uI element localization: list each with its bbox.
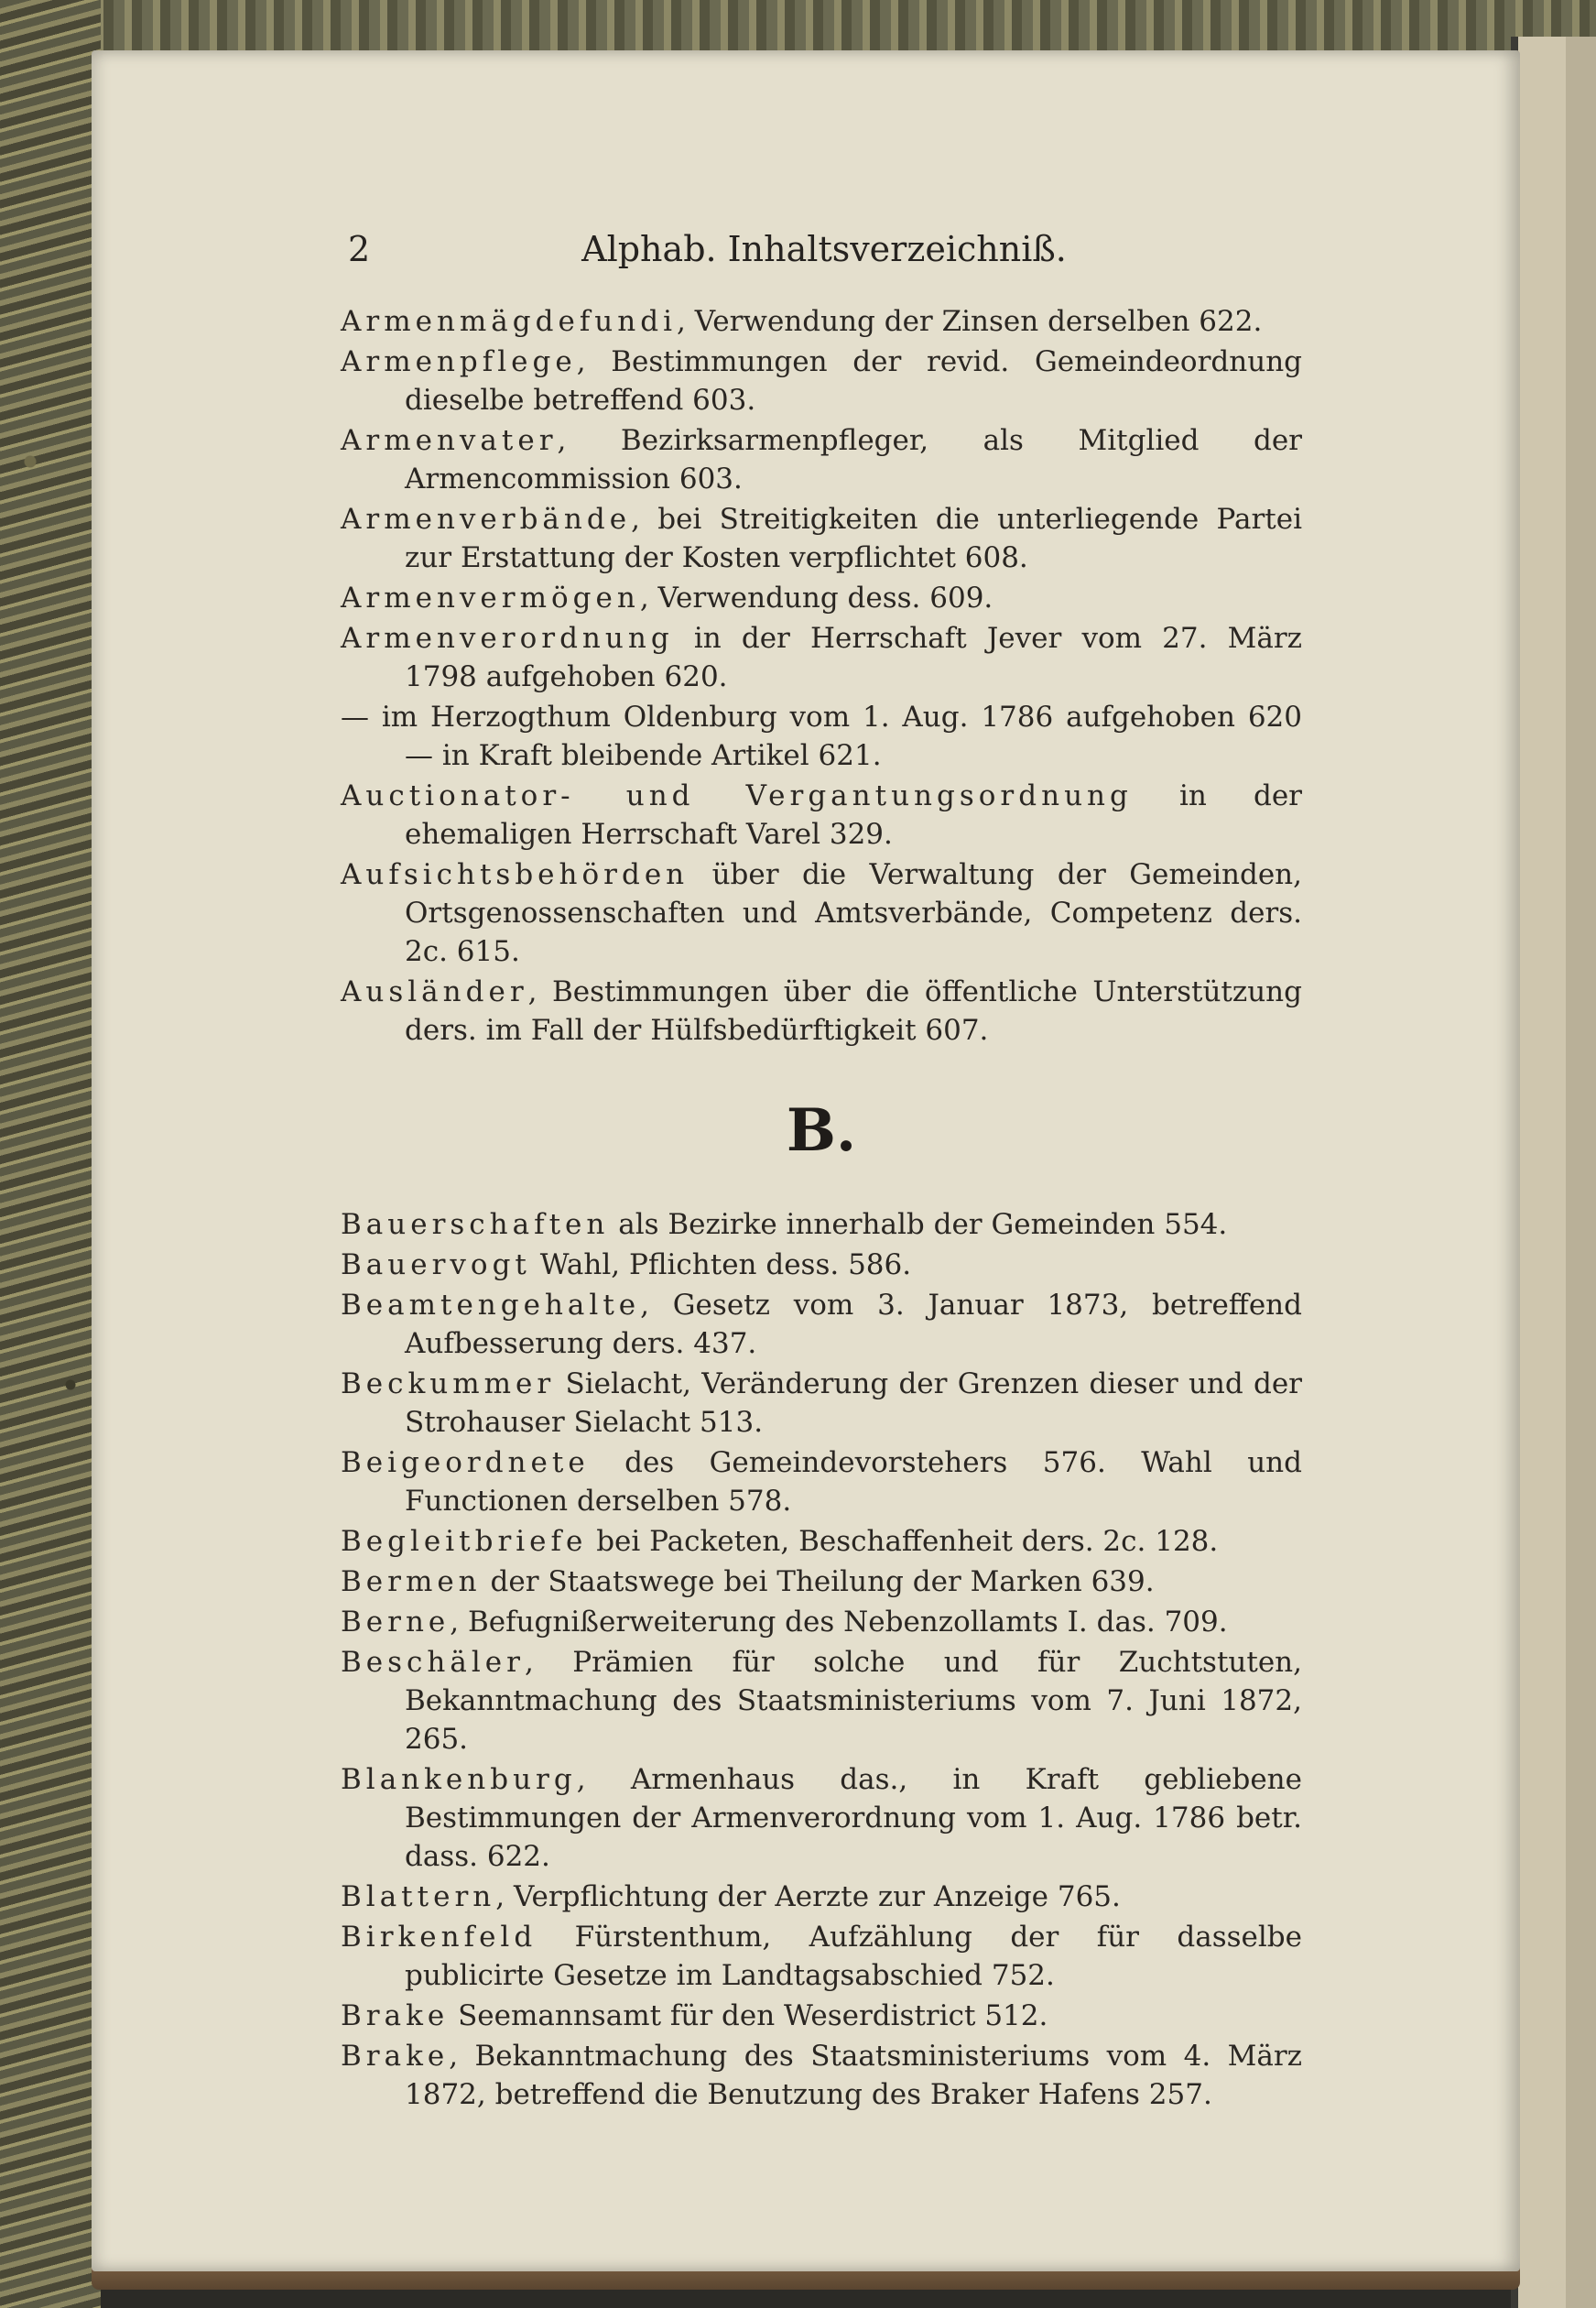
entry-keyword: Aufsichtsbehörden: [341, 858, 689, 891]
entry-keyword: Armenvater: [341, 424, 558, 457]
index-entry: [341, 855, 1302, 971]
entry-keyword: Blattern: [341, 1880, 496, 1913]
index-entries: [341, 302, 1302, 2116]
entry-keyword: Bermen: [341, 1565, 482, 1598]
entry-text: der Staatswege bei Theilung der Marken 639.: [481, 1565, 1155, 1598]
entry-keyword: Brake: [341, 2040, 450, 2073]
entry-text: , Bekanntmachung des Staatsministeriums vom 4. März 1872, betreffend die Benutzung des Braker Hafens 257.: [405, 2040, 1302, 2111]
section-letter-b: B.: [786, 1096, 857, 1165]
index-entry: [341, 579, 1302, 617]
entry-keyword: Bauerschaften: [341, 1208, 610, 1241]
entry-text: , bei Streitigkeiten die unterliegende Partei zur Erstattung der Kosten verpflichtet 608.: [405, 503, 1302, 574]
adjacent-page-block: [1511, 37, 1596, 2308]
entry-text: , Bezirksarmenpfleger, als Mitglied der Armencommission 603.: [405, 424, 1302, 495]
index-entry: [341, 1365, 1302, 1442]
entry-text: , Befugnißerweiterung des Nebenzollamts I. das. 709.: [450, 1606, 1228, 1638]
index-entry: [341, 1286, 1302, 1363]
entry-keyword: Ausländer: [341, 975, 528, 1008]
entry-text: in der ehemaligen Herrschaft Varel 329.: [405, 779, 1302, 851]
entry-text: in der Herrschaft Jever vom 27. März 1798 aufgehoben 620.: [405, 622, 1302, 693]
index-entry: [341, 1997, 1302, 2035]
entry-text: Seemannsamt für den Weserdistrict 512.: [449, 1999, 1048, 2032]
entry-keyword: Armenverbände: [341, 503, 632, 536]
entry-keyword: Blankenburg: [341, 1763, 577, 1796]
entry-keyword: Armenvermögen: [341, 582, 640, 615]
index-entry: [341, 777, 1302, 854]
entry-keyword: Armenverordnung: [341, 622, 674, 655]
entry-text: bei Packeten, Beschaffenheit ders. 2c. 128.: [587, 1525, 1219, 1558]
entry-keyword: Beigeordnete: [341, 1446, 590, 1479]
index-entry: [341, 619, 1302, 696]
index-entry: [341, 1246, 1302, 1284]
entry-keyword: Beamtengehalte: [341, 1289, 641, 1322]
index-entry: [341, 1205, 1302, 1244]
entry-text: , Prämien für solche und für Zuchtstuten, Bekanntmachung des Staatsministeriums vom 7. Juni 1872, 265.: [405, 1646, 1302, 1756]
entry-keyword: Begleitbriefe: [341, 1525, 588, 1558]
entry-text: über die Verwaltung der Gemeinden, Ortsgenossenschaften und Amtsverbände, Competenz ders. 2c. 615.: [405, 858, 1302, 968]
index-entry: [341, 1443, 1302, 1520]
entry-text: , Bestimmungen der revid. Gemeindeordnung dieselbe betreffend 603.: [405, 345, 1302, 417]
entry-text: , Verwendung dess. 609.: [639, 582, 993, 615]
page-number: 2: [348, 229, 371, 269]
index-entry: [341, 302, 1302, 341]
entry-text: des Gemeindevorstehers 576. Wahl und Functionen derselben 578.: [405, 1446, 1302, 1518]
index-entry: [341, 343, 1302, 419]
entry-text: , Gesetz vom 3. Januar 1873, betreffend Aufbesserung ders. 437.: [405, 1289, 1302, 1360]
index-entry: [341, 1522, 1302, 1561]
index-entry: [341, 421, 1302, 498]
entry-keyword: Beckummer: [341, 1367, 556, 1400]
index-entry: [341, 1562, 1302, 1601]
running-title: Alphab. Inhaltsverzeichniß.: [581, 229, 1067, 269]
entry-text: als Bezirke innerhalb der Gemeinden 554.: [609, 1208, 1228, 1241]
index-entry: [341, 2037, 1302, 2114]
entry-text: , Bestimmungen über die öffentliche Unterstützung ders. im Fall der Hülfsbedürftigkeit 607.: [405, 975, 1302, 1047]
index-entry: [341, 1878, 1302, 1916]
entry-keyword: Berne: [341, 1606, 451, 1638]
index-entry: [341, 1918, 1302, 1995]
marbled-cover: [0, 0, 101, 2308]
entry-keyword: Bauervogt: [341, 1248, 531, 1281]
page-header: [348, 229, 1300, 284]
entry-text: , Verwendung der Zinsen derselben 622.: [677, 305, 1263, 338]
entry-keyword: Brake: [341, 1999, 450, 2032]
entry-keyword: Beschäler: [341, 1646, 525, 1679]
entry-keyword: Armenpflege: [341, 345, 577, 378]
entry-text: , Armenhaus das., in Kraft gebliebene Bestimmungen der Armenverordnung vom 1. Aug. 1786 betr. dass. 622.: [405, 1763, 1302, 1873]
section-a: [341, 302, 1302, 1050]
entry-keyword: Armenmägdefundi: [341, 305, 677, 338]
entry-text: Sielacht, Veränderung der Grenzen dieser und der Strohauser Sielacht 513.: [405, 1367, 1302, 1439]
index-entry: [341, 698, 1302, 775]
index-entry: [341, 500, 1302, 577]
entry-keyword: Auctionator- und Vergantungsordnung: [341, 779, 1133, 812]
entry-keyword: Birkenfeld: [341, 1921, 537, 1954]
entry-text: Wahl, Pflichten dess. 586.: [530, 1248, 912, 1281]
index-entry: [341, 1643, 1302, 1758]
entry-text: — im Herzogthum Oldenburg vom 1. Aug. 1786 aufgehoben 620 — in Kraft bleibende Artikel 621.: [341, 701, 1302, 772]
index-entry: [341, 1603, 1302, 1641]
entry-text: Fürstenthum, Aufzählung der für dasselbe publicirte Gesetze im Landtagsabschied 752.: [405, 1921, 1302, 1992]
entry-text: , Verpflichtung der Aerzte zur Anzeige 765.: [495, 1880, 1121, 1913]
index-entry: [341, 1760, 1302, 1876]
section-b: [341, 1205, 1302, 2114]
index-entry: [341, 973, 1302, 1050]
